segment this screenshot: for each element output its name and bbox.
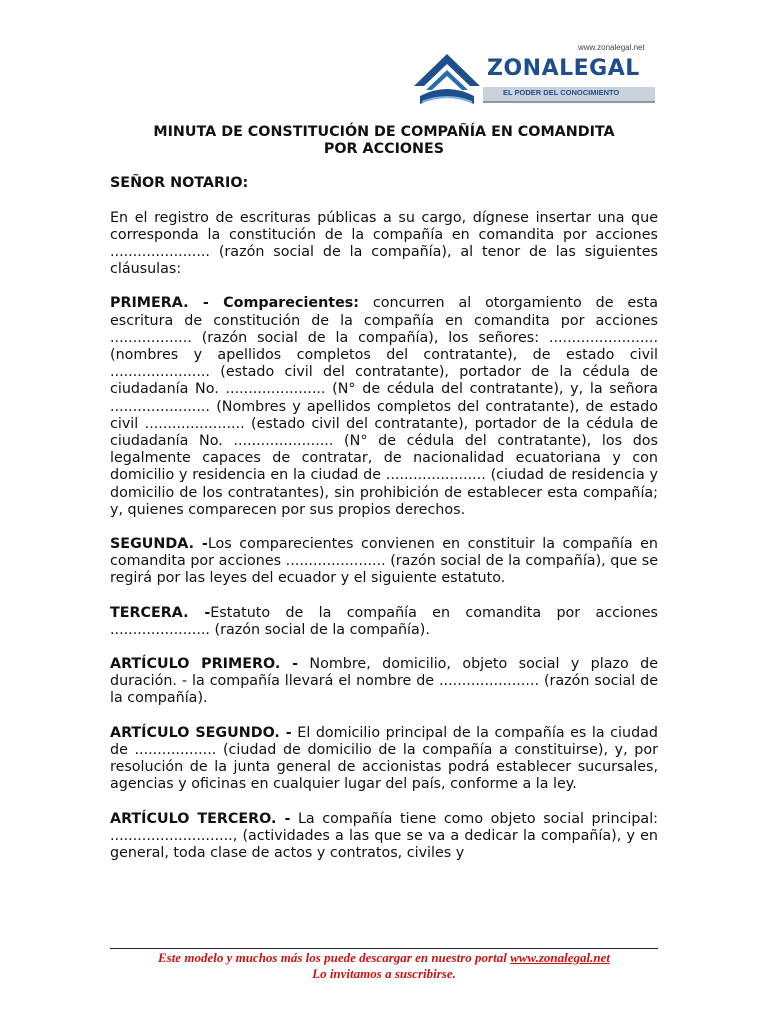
clause-segunda bbox=[110, 536, 658, 588]
clause-text: Estatuto de la compañía en comandita por acciones ...................... (razón social de la compañía). bbox=[110, 604, 658, 638]
articulo-tercero bbox=[110, 811, 658, 863]
intro-paragraph: En el registro de escrituras públicas a su cargo, dígnese insertar una que corresponda la constitución de la compañía en comandita por acciones ...................... (razón social de la compañía), al tenor de las siguientes cláusulas: bbox=[110, 209, 658, 278]
salutation: SEÑOR NOTARIO: bbox=[110, 175, 249, 192]
clause-text: El domicilio principal de la compañía es la ciudad de .................. (ciudad de domicilio de la compañía a constituirse), y, por resolución de la junta general de accionistas podrá establecer sucursales, agencias y oficinas en cualquier lugar del país, conforme a la ley. bbox=[110, 724, 658, 793]
clause-heading: ARTÍCULO SEGUNDO. - bbox=[110, 724, 292, 741]
title-line-1: MINUTA DE CONSTITUCIÓN DE COMPAÑÍA EN COMANDITA bbox=[153, 124, 615, 140]
clause-tercera bbox=[110, 605, 658, 639]
tagline-bar bbox=[483, 87, 655, 103]
clause-text: La compañía tiene como objeto social principal: ..........................., (actividades a las que se va a dedicar la compañía), y en general, toda clase de actos y contratos, civiles y bbox=[110, 810, 658, 861]
clause-heading: SEGUNDA. - bbox=[110, 536, 208, 553]
clause-text: Nombre, domicilio, objeto social y plazo de duración. - la compañía llevará el nombre de ...................... (razón social de la compañía). bbox=[110, 656, 659, 707]
clause-text: Los comparecientes convienen en constituir la compañía en comandita por acciones ...................... (razón social de la compañía), que se regirá por las leyes del ecuador y el siguiente estatuto. bbox=[110, 536, 658, 587]
footer-line-2: Lo invitamos a suscribirse. bbox=[312, 966, 456, 981]
page-footer bbox=[110, 950, 658, 982]
clause-heading: ARTÍCULO TERCERO. - bbox=[110, 810, 291, 827]
document-body bbox=[110, 124, 658, 862]
clause-heading: PRIMERA. - Comparecientes: bbox=[110, 295, 360, 312]
articulo-primero bbox=[110, 656, 658, 708]
articulo-segundo bbox=[110, 725, 658, 794]
page-header bbox=[410, 40, 660, 112]
footer-portal-link[interactable]: www.zonalegal.net bbox=[510, 950, 611, 965]
brand-name: ZONALEGAL bbox=[487, 56, 640, 81]
footer-line-1 bbox=[110, 950, 658, 966]
document-title bbox=[110, 124, 658, 158]
footer-promo-text: Este modelo y muchos más los puede descargar en nuestro portal bbox=[157, 950, 511, 965]
brand-tagline: EL PODER DEL CONOCIMIENTO bbox=[503, 88, 620, 97]
clause-heading: TERCERA. - bbox=[110, 604, 211, 621]
clause-heading: ARTÍCULO PRIMERO. - bbox=[110, 656, 299, 673]
zonalegal-house-logo-icon bbox=[412, 52, 482, 108]
footer-divider bbox=[110, 948, 658, 949]
clause-primera bbox=[110, 295, 658, 519]
header-url[interactable]: www.zonalegal.net bbox=[578, 43, 645, 52]
title-line-2: POR ACCIONES bbox=[323, 141, 445, 158]
clause-text: concurren al otorgamiento de esta escritura de constitución de la compañía en comandita por acciones .................. (razón social de la compañía), los señores: ........................ (nombres y apellidos completos del contratante), de estado civil ...................... (estado civil del contratante), portador de la cédula de ciudadanía No. ...................... (N° de cédula del contratante), y, la señora ...................... (Nombres y apellidos completos del contratante), de estado civil ...................... (estado civil del contratante), portador de la cédula de ciudadanía No. ...................... (N° de cédula del contratante), los dos legalmente capaces de contratar, de nacionalidad ecuatoriana y con domicilio y residencia en la ciudad de ...................... (ciudad de residencia y domicilio de los contratantes), sin prohibición de establecer esta compañía; y, quienes comparecen por sus propios derechos. bbox=[110, 295, 659, 518]
